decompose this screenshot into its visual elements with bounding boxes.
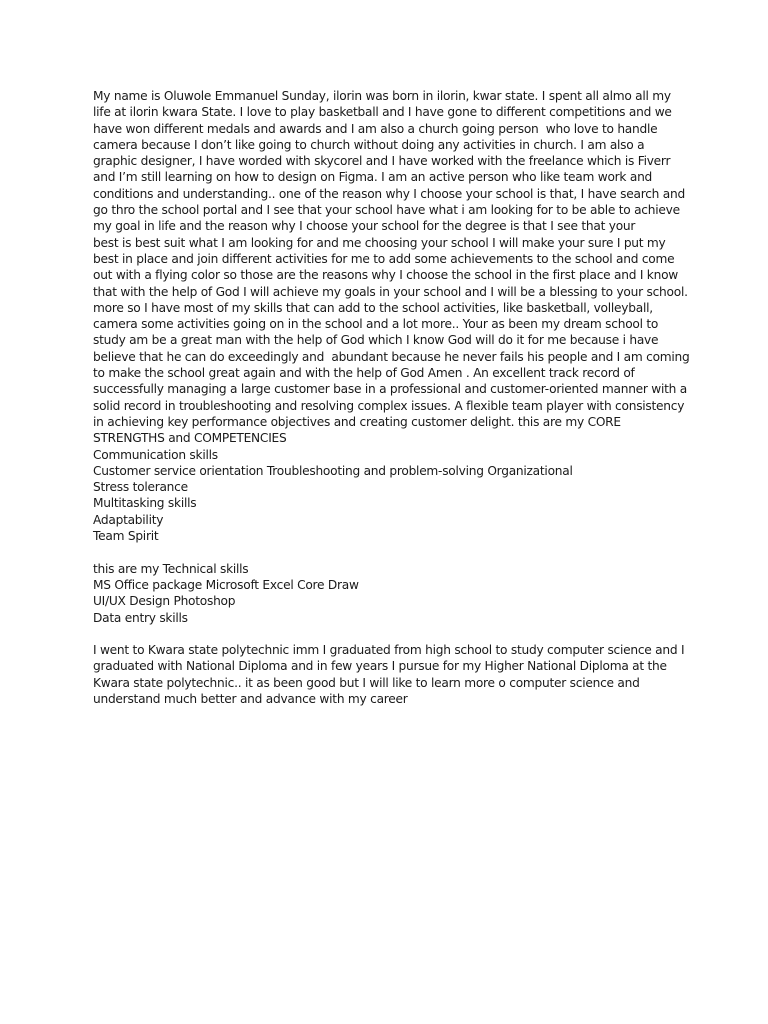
paragraph-spacer [93,626,683,642]
core-skill-item: Adaptability [93,512,164,527]
text-line: believe that he can do exceedingly and abundant because he never fails his people and I am coming [93,349,690,364]
technical-skills-heading: this are my Technical skills [93,561,249,576]
text-line: out with a flying color so those are the reasons why I choose the school in the first place and I know [93,268,679,283]
technical-skills-section [93,561,683,626]
education-paragraph [93,642,683,707]
technical-skill-item: Data entry skills [93,610,188,625]
technical-skill-item: MS Office package Microsoft Excel Core Draw [93,577,359,592]
text-line: that with the help of God I will achieve my goals in your school and I will be a blessing to your school. [93,284,688,299]
text-line: camera some activities going on in the school and a lot more.. Your as been my dream school to [93,317,659,332]
text-line: go thro the school portal and I see that your school have what i am looking for to be able to achieve [93,203,680,218]
paragraph-spacer [93,544,683,560]
core-skill-item: Stress tolerance [93,480,188,495]
text-line: life at ilorin kwara State. I love to play basketball and I have gone to different competitions and we [93,105,672,120]
text-line: best is best suit what I am looking for and me choosing your school I will make your sure I put my [93,235,666,250]
text-line: best in place and join different activities for me to add some achievements to the school and come [93,251,675,266]
text-line: conditions and understanding.. one of the reason why I choose your school is that, I have search and [93,186,685,201]
text-line: STRENGTHS and COMPETENCIES [93,431,287,446]
core-skill-item: Multitasking skills [93,496,197,511]
text-line: Kwara state polytechnic.. it as been good but I will like to learn more o computer science and [93,675,640,690]
text-line: have won different medals and awards and I am also a church going person who love to handle [93,121,658,136]
core-skill-item: Communication skills [93,447,218,462]
technical-skill-item: UI/UX Design Photoshop [93,594,236,609]
text-line: successfully managing a large customer base in a professional and customer-oriented manner with a [93,382,687,397]
text-line: solid record in troubleshooting and resolving complex issues. A flexible team player with consistency [93,398,685,413]
core-skill-item: Team Spirit [93,529,159,544]
text-line: I went to Kwara state polytechnic imm I graduated from high school to study computer science and I [93,643,685,658]
text-line: camera because I don’t like going to church without doing any activities in church. I am also a [93,137,645,152]
text-line: and I’m still learning on how to design on Figma. I am an active person who like team work and [93,170,653,185]
text-line: graphic designer, I have worded with skycorel and I have worked with the freelance which is Fiverr [93,154,671,169]
text-line: my goal in life and the reason why I choose your school for the degree is that I see that your [93,219,636,234]
intro-paragraph [93,88,690,447]
text-line: understand much better and advance with my career [93,691,408,706]
document-body [93,88,690,707]
text-line: more so I have most of my skills that can add to the school activities, like basketball, volleyball, [93,300,653,315]
text-line: graduated with National Diploma and in few years I pursue for my Higher National Diploma at the [93,659,667,674]
text-line: in achieving key performance objectives and creating customer delight. this are my CORE [93,414,621,429]
text-line: My name is Oluwole Emmanuel Sunday, ilorin was born in ilorin, kwar state. I spent all almo all my [93,89,671,103]
text-line: study am be a great man with the help of God which I know God will do it for me because i have [93,333,659,348]
core-skills-list [93,447,683,545]
text-line: to make the school great again and with the help of God Amen . An excellent track record of [93,366,635,381]
core-skill-item: Customer service orientation Troubleshooting and problem-solving Organizational [93,463,573,478]
